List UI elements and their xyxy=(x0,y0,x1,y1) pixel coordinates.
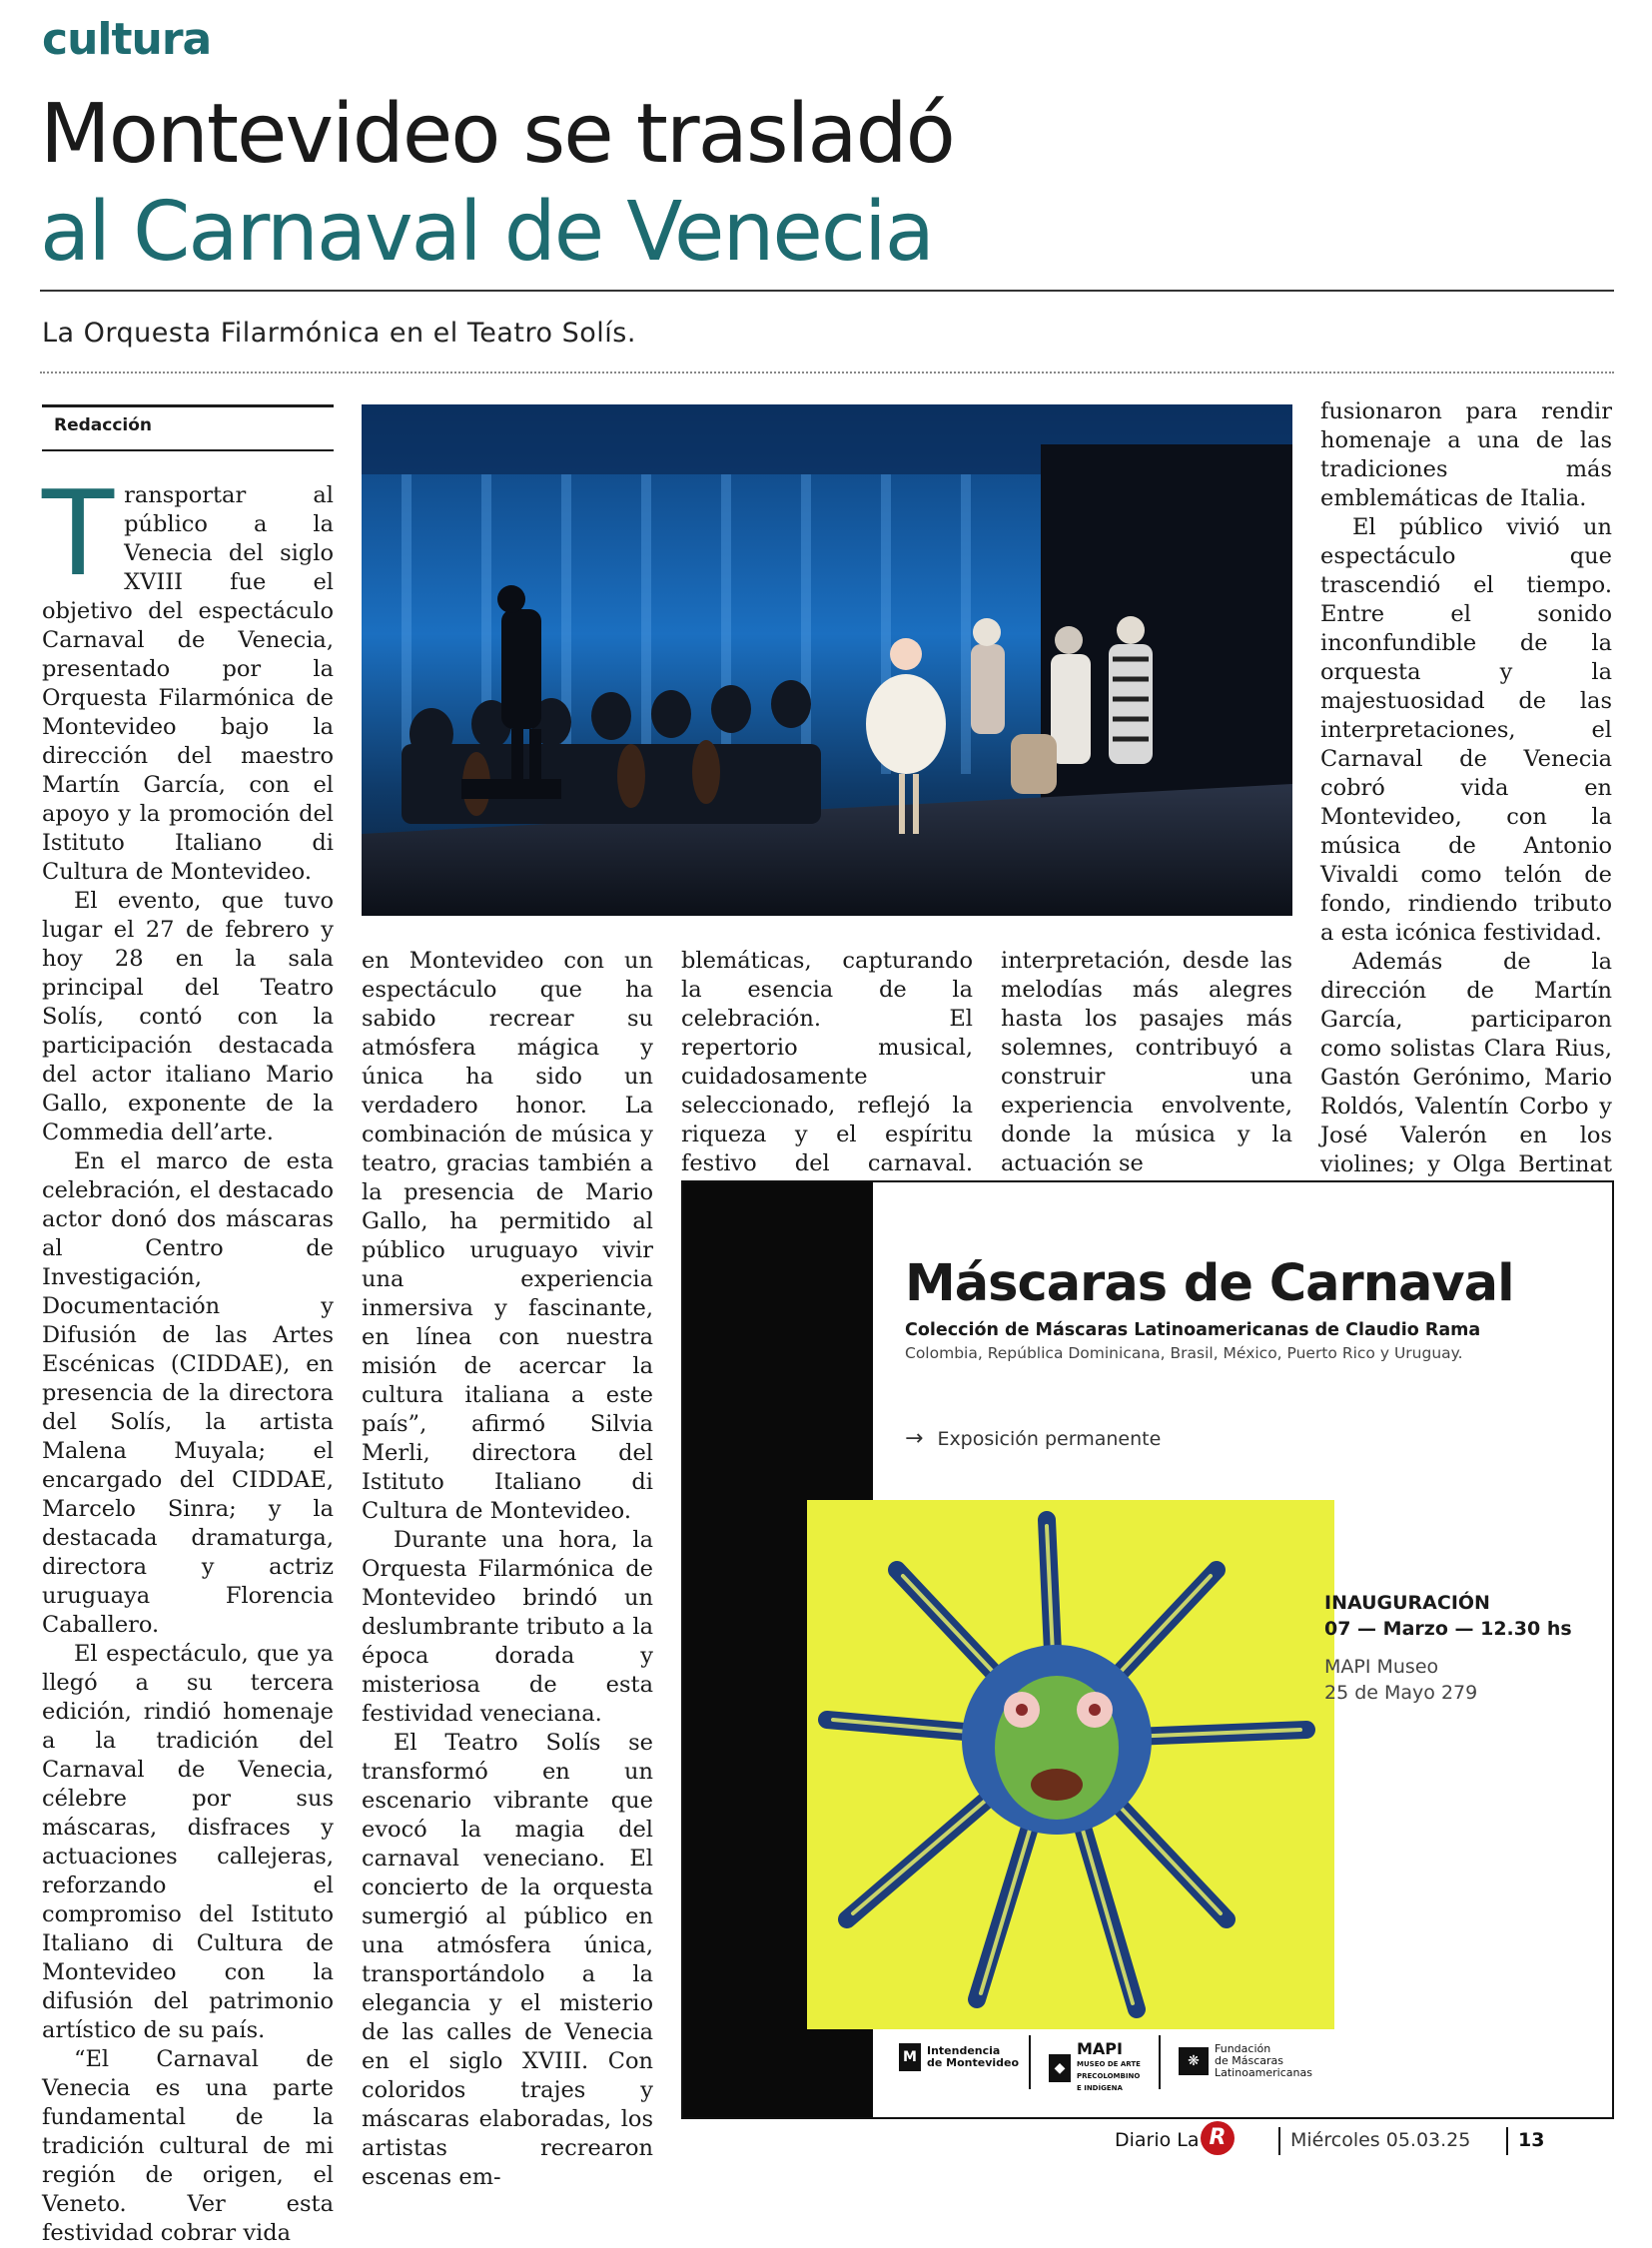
fundacion-logo xyxy=(1179,2043,1312,2079)
diario-la-r-logo-icon: R xyxy=(1201,2121,1235,2155)
footer-separator xyxy=(1506,2127,1508,2155)
logo-separator xyxy=(1029,2035,1031,2089)
ad-title: Máscaras de Carnaval xyxy=(905,1254,1514,1313)
mapi-name: MAPI xyxy=(1077,2039,1123,2058)
concert-photo xyxy=(362,404,1292,916)
drop-cap: T xyxy=(42,464,115,602)
footer-date: Miércoles 05.03.25 xyxy=(1290,2129,1471,2151)
paragraph: Además de la dirección de Martín García, participaron como solistas Clara Rius, Gastón Gerónimo, Mario Roldós, Valentín Corbo y José Valerón en los violines; y Olga Bertinat xyxy=(1320,949,1612,1177)
paragraph: El público vivió un espectáculo que trascendió el tiempo. Entre el sonido inconfundible de la orquesta y la majestuosidad de las interpretaciones, el Carnaval de Venecia cobró vida en Montevideo, con la música de Antonio Vivaldi como telón de fondo, rindiendo tributo a esta icónica festividad. xyxy=(1320,514,1612,946)
article-column-5 xyxy=(1320,397,1612,1208)
paragraph: interpretación, desde las melodías más alegres hasta los pasajes más solemnes, contribuyó a construir una experiencia envolvente, donde la música y la actuación se xyxy=(1001,948,1292,1176)
ad-address: 25 de Mayo 279 xyxy=(1324,1682,1478,1704)
mask-image-panel xyxy=(807,1500,1334,2029)
article-column-4 xyxy=(1001,947,1292,1178)
article-column-1 xyxy=(42,464,334,2248)
paragraph: El evento, que tuvo lugar el 27 de febrero y hoy 28 en la sala principal del Teatro Solís, contó con la participación destacada del actor italiano Mario Gallo, exponente de la Commedia dell’arte. xyxy=(42,888,334,1145)
mapi-small-2: PRECOLOMBINO xyxy=(1077,2072,1141,2080)
intendencia-line-2: de Montevideo xyxy=(927,2056,1020,2069)
mapi-small-1: MUSEO DE ARTE xyxy=(1077,2060,1141,2068)
intendencia-emblem-icon: M xyxy=(899,2043,921,2071)
section-label: cultura xyxy=(42,14,212,65)
mapi-emblem-icon: ◆ xyxy=(1049,2054,1071,2082)
mapi-small-3: E INDÍGENA xyxy=(1077,2084,1123,2092)
ad-date-time: 07 — Marzo — 12.30 hs xyxy=(1324,1618,1572,1640)
headline xyxy=(40,86,954,282)
fundacion-line-2: de Máscaras xyxy=(1215,2054,1283,2067)
ad-exhibit-text: Exposición permanente xyxy=(937,1428,1162,1450)
fundacion-emblem-icon: ❋ xyxy=(1179,2047,1209,2075)
paragraph: “El Carnaval de Venecia es una parte fundamental de la tradición cultural de mi región de origen, el Veneto. Ver esta festividad cobrar vida xyxy=(42,2046,334,2246)
deck: La Orquesta Filarmónica en el Teatro Solís. xyxy=(42,318,636,349)
sponsor-logos xyxy=(889,2031,1588,2101)
logo-separator xyxy=(1159,2035,1161,2089)
carnival-mask-image xyxy=(807,1500,1334,2029)
headline-line-1: Montevideo se trasladó xyxy=(40,87,954,182)
footer-brand: Diario La xyxy=(1115,2129,1200,2151)
paragraph: El espectáculo, que ya llegó a su tercera edición, rindió homenaje a la tradición del Carnaval de Venecia, célebre por sus máscaras, disfraces y actuaciones callejeras, reforzando el compromiso del Istituto Italiano di Cultura de Montevideo con la difusión del patrimonio artístico de su país. xyxy=(42,1641,334,2043)
paragraph: Durante una hora, la Orquesta Filarmónica de Montevideo brindó un deslumbrante tributo a la época dorada y misteriosa de esta festividad veneciana. xyxy=(362,1527,653,1727)
paragraph: El Teatro Solís se transformó en un escenario vibrante que evocó la magia del carnaval veneciano. El concierto de la orquesta sumergió al público en una atmósfera única, transportándolo a la elegancia y el misterio de las calles de Venecia en el siglo XVIII. Con coloridos trajes y máscaras elaboradas, los artistas recrearon escenas em- xyxy=(362,1730,653,2190)
top-rule xyxy=(40,290,1614,292)
page-number: 13 xyxy=(1518,2129,1545,2151)
mapi-logo xyxy=(1049,2039,1141,2093)
ad-inauguration-label: INAUGURACIÓN xyxy=(1324,1592,1490,1614)
paragraph: En el marco de esta celebración, el destacado actor donó dos máscaras al Centro de Investigación, Documentación y Difusión de las Artes Escénicas (CIDDAE), en presencia de la directora del Solís, la artista Malena Muyala; el encargado del CIDDAE, Marcelo Sinra; y la destacada dramaturga, directora y actriz uruguaya Florencia Caballero. xyxy=(42,1148,334,1638)
byline-rule-bottom xyxy=(42,449,334,451)
ad-countries: Colombia, República Dominicana, Brasil, México, Puerto Rico y Uruguay. xyxy=(905,1344,1463,1362)
arrow-right-icon: → xyxy=(905,1426,924,1451)
article-column-3 xyxy=(681,947,973,1207)
paragraph: blemáticas, capturando la esencia de la celebración. El repertorio musical, cuidadosamente seleccionado, reflejó la riqueza y el espíritu festivo del carnaval. xyxy=(681,948,973,1176)
ad-venue: MAPI Museo xyxy=(1324,1656,1439,1678)
intendencia-text xyxy=(927,2045,1019,2069)
fundacion-line-3: Latinoamericanas xyxy=(1215,2066,1312,2079)
mapi-text xyxy=(1077,2039,1141,2093)
byline: Redacción xyxy=(54,415,153,435)
intendencia-line-1: Intendencia xyxy=(927,2044,1001,2057)
intendencia-logo xyxy=(899,2043,1019,2071)
exhibition-advertisement xyxy=(681,1180,1614,2119)
ad-exhibit-label xyxy=(905,1426,1161,1451)
byline-rule-top xyxy=(42,404,334,407)
fundacion-text xyxy=(1215,2043,1312,2079)
dotted-rule xyxy=(40,372,1614,374)
paragraph-text: ransportar al público a la Venecia del siglo XVIII fue el objetivo del espectáculo Carnaval de Venecia, presentado por la Orquesta Filarmónica de Montevideo bajo la dirección del maestro Martín García, con el apoyo y la promoción del Istituto Italiano di Cultura de Montevideo. xyxy=(42,482,334,885)
ad-subtitle: Colección de Máscaras Latinoamericanas de Claudio Rama xyxy=(905,1320,1481,1340)
concert-photo-illustration xyxy=(362,404,1292,916)
paragraph: en Montevideo con un espectáculo que ha sabido recrear su atmósfera mágica y única ha sido un verdadero honor. La combinación de música y teatro, gracias también a la presencia de Mario Gallo, ha permitido al público uruguayo vivir una experiencia inmersiva y fascinante, en línea con nuestra misión de acercar la cultura italiana a este país”, afirmó Silvia Merli, directora del Istituto Italiano di Cultura de Montevideo. xyxy=(362,948,653,1524)
paragraph xyxy=(42,464,334,887)
fundacion-line-1: Fundación xyxy=(1215,2042,1271,2055)
headline-line-2: al Carnaval de Venecia xyxy=(40,185,933,280)
paragraph: fusionaron para rendir homenaje a una de las tradiciones más emblemáticas de Italia. xyxy=(1320,398,1612,511)
footer-separator xyxy=(1278,2127,1280,2155)
article-column-2 xyxy=(362,947,653,2192)
